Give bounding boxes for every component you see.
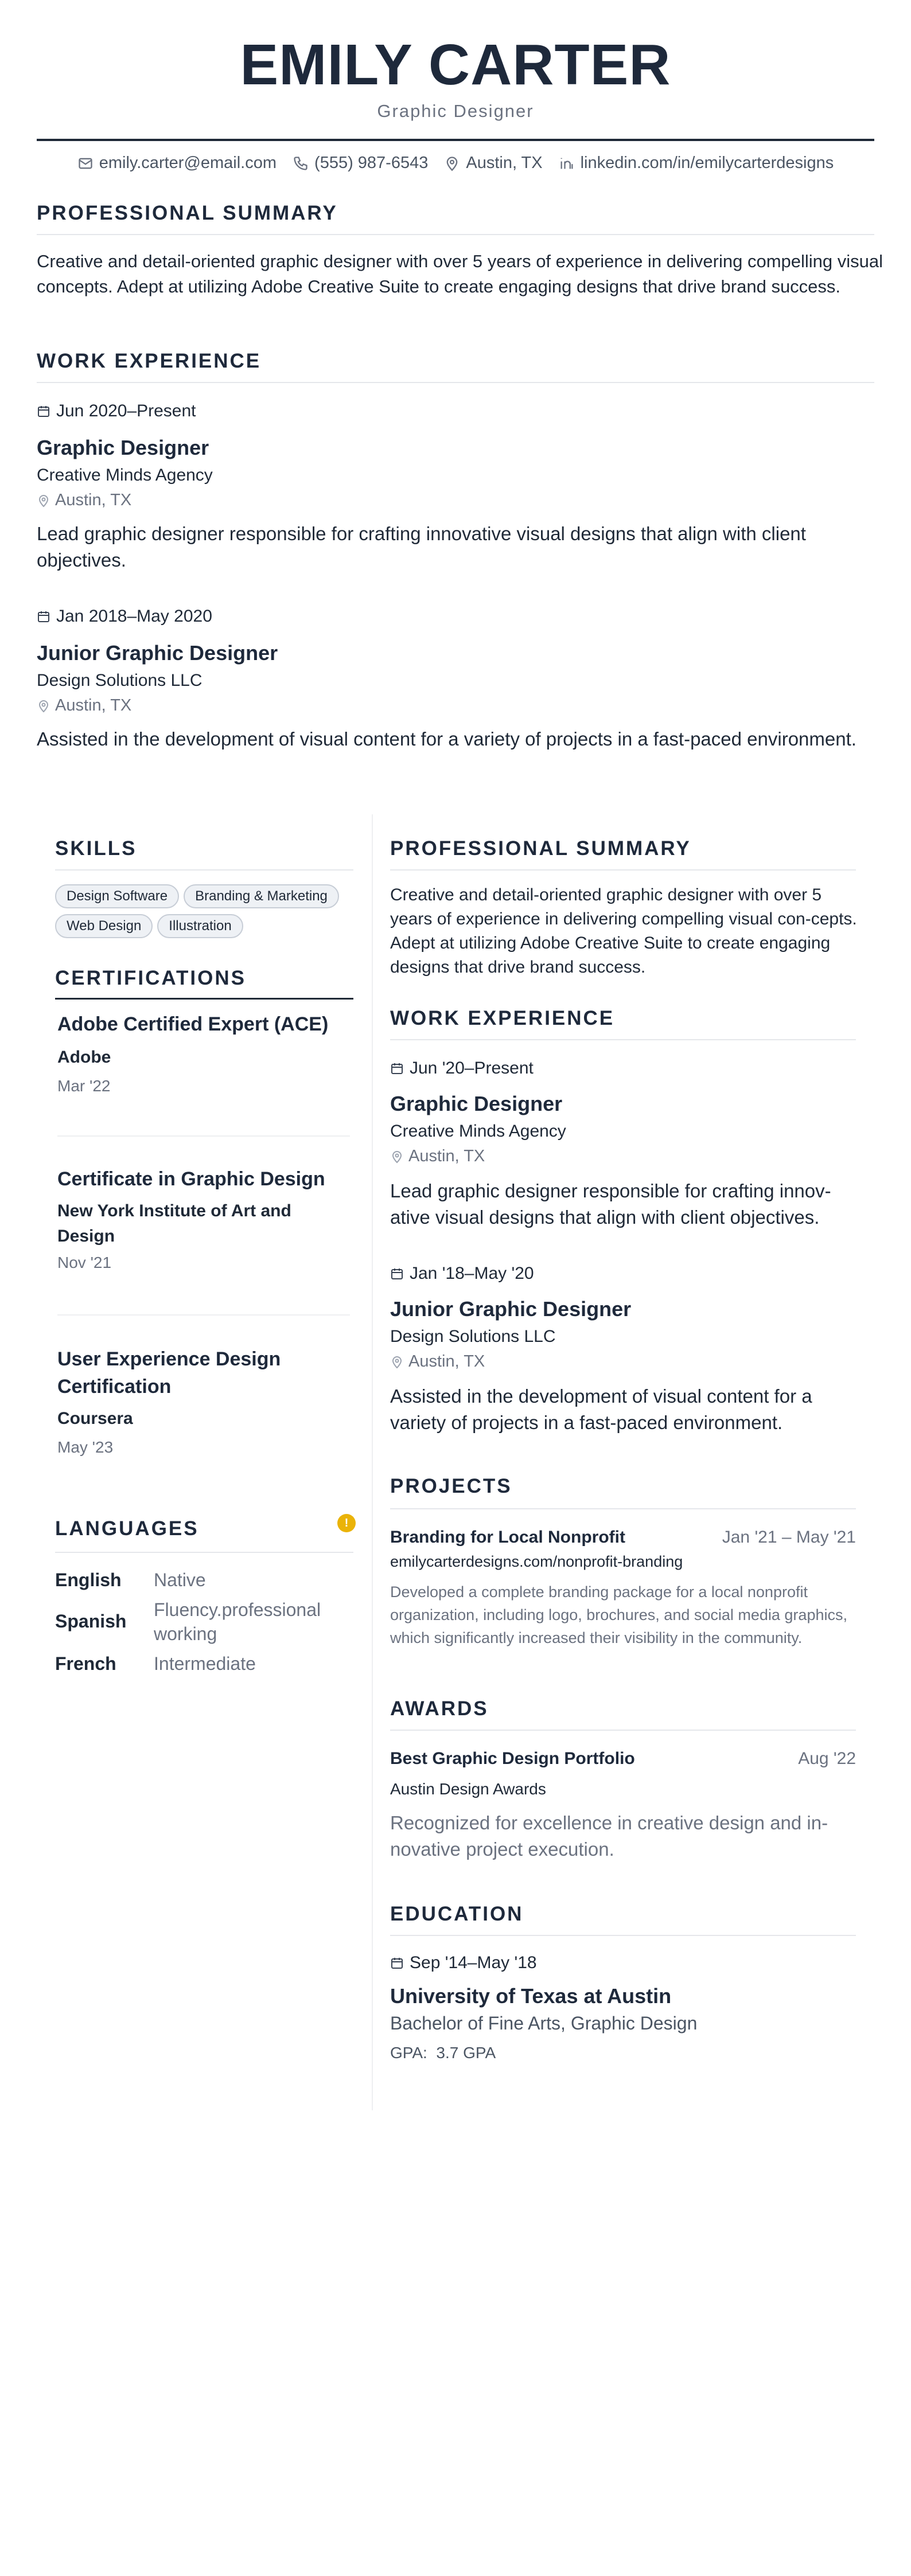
location-pin-icon bbox=[37, 699, 50, 713]
cert-title: Adobe Certified Expert (ACE) bbox=[57, 1013, 329, 1035]
calendar-icon bbox=[390, 1061, 404, 1075]
location-pin-icon bbox=[444, 155, 460, 171]
section-divider bbox=[390, 1730, 856, 1731]
skills-list bbox=[55, 884, 365, 944]
skill-pill: Illustration bbox=[157, 914, 243, 938]
calendar-icon bbox=[390, 1267, 404, 1281]
contact-location bbox=[444, 154, 542, 173]
award-title: Best Graphic Design Portfolio bbox=[390, 1749, 635, 1768]
column-divider bbox=[372, 814, 373, 2110]
summary-text: Creative and detail-oriented graphic designer with over 5 years of experience in delivering compelling visual con-cepts. Adept at utilizing Adobe Creative Suite to create engaging designs that drive brand success. bbox=[390, 885, 857, 977]
cert-item bbox=[57, 1010, 350, 1095]
cert-date: May '23 bbox=[57, 1438, 114, 1456]
languages-heading: LANGUAGES bbox=[55, 1517, 199, 1540]
location-pin-icon bbox=[37, 494, 50, 508]
job-description: Lead graphic designer responsible for crafting innovative visual designs that align with client objectives. bbox=[37, 523, 806, 571]
job-company: Creative Minds Agency bbox=[390, 1122, 566, 1141]
section-divider bbox=[55, 869, 353, 871]
language-level: Fluency.professional working bbox=[154, 1599, 321, 1644]
email-text: emily.carter@email.com bbox=[99, 154, 277, 172]
section-divider bbox=[37, 382, 874, 383]
award-description: Recognized for excellence in creative design and in-novative project execution. bbox=[390, 1812, 828, 1860]
education-heading: EDUCATION bbox=[390, 1903, 524, 1925]
language-row bbox=[55, 1568, 365, 1592]
cert-divider bbox=[57, 1314, 350, 1316]
skills-heading: SKILLS bbox=[55, 837, 137, 860]
skill-pill: Branding & Marketing bbox=[184, 884, 339, 908]
job-dates-text: Jun 2020–Present bbox=[56, 401, 196, 420]
job-location bbox=[37, 491, 131, 510]
education-degree: Bachelor of Fine Arts, Graphic Design bbox=[390, 2013, 698, 2034]
contact-bar bbox=[0, 154, 911, 173]
calendar-icon bbox=[37, 610, 50, 623]
job-title: Graphic Designer bbox=[390, 1092, 563, 1115]
cert-issuer: Adobe bbox=[57, 1048, 111, 1067]
calendar-icon bbox=[390, 1956, 404, 1970]
cert-title: User Experience Design Certification bbox=[57, 1348, 281, 1398]
location-text: Austin, TX bbox=[466, 154, 543, 172]
job-location bbox=[37, 696, 131, 715]
skill-pill: Design Software bbox=[55, 884, 179, 908]
project-description: Developed a complete branding package for a local nonprofit organization, including logo, brochures, and social media graphics, which significantly increased their visibility in the community. bbox=[390, 1583, 847, 1646]
linkedin-text: linkedin.com/in/emilycarterdesigns bbox=[580, 154, 834, 172]
job-description: Assisted in the development of visual content for a variety of projects in a fast-paced environment. bbox=[37, 728, 857, 750]
language-name: Spanish bbox=[55, 1611, 127, 1632]
job-dates bbox=[37, 607, 212, 626]
gpa-value: 3.7 GPA bbox=[436, 2044, 496, 2062]
project-dates: Jan '21 – May '21 bbox=[722, 1528, 856, 1547]
job-description: Lead graphic designer responsible for crafting innov-ative visual designs that align with client objectives. bbox=[390, 1180, 831, 1228]
education-dates bbox=[390, 1953, 537, 1973]
cert-date: Nov '21 bbox=[57, 1254, 112, 1271]
job-location bbox=[390, 1352, 485, 1371]
calendar-icon bbox=[37, 404, 50, 418]
language-row bbox=[55, 1652, 365, 1676]
cert-divider bbox=[57, 1135, 350, 1137]
section-divider bbox=[390, 1508, 856, 1509]
job-dates bbox=[390, 1264, 534, 1283]
job-location-text: Austin, TX bbox=[55, 491, 132, 509]
section-divider bbox=[37, 234, 874, 235]
section-divider bbox=[390, 1039, 856, 1040]
location-pin-icon bbox=[390, 1355, 404, 1369]
education-gpa bbox=[390, 2044, 496, 2062]
cert-issuer: Coursera bbox=[57, 1409, 133, 1428]
cert-date: Mar '22 bbox=[57, 1077, 111, 1095]
job-company: Design Solutions LLC bbox=[37, 671, 203, 690]
job-title: Junior Graphic Designer bbox=[37, 641, 278, 665]
language-level: Intermediate bbox=[154, 1653, 256, 1674]
skill-pill: Web Design bbox=[55, 914, 153, 938]
language-level: Native bbox=[154, 1570, 206, 1590]
job-dates-text: Jun '20–Present bbox=[410, 1059, 534, 1078]
projects-heading: PROJECTS bbox=[390, 1475, 512, 1497]
language-row bbox=[55, 1598, 365, 1646]
job-dates-text: Jan 2018–May 2020 bbox=[56, 607, 212, 626]
job-location-text: Austin, TX bbox=[408, 1352, 485, 1371]
education-dates-text: Sep '14–May '18 bbox=[410, 1953, 537, 1972]
award-date: Aug '22 bbox=[798, 1749, 856, 1768]
job-location-text: Austin, TX bbox=[55, 696, 132, 715]
award-issuer: Austin Design Awards bbox=[390, 1780, 546, 1798]
job-dates bbox=[37, 401, 196, 421]
section-divider bbox=[55, 1552, 353, 1553]
job-dates bbox=[390, 1059, 534, 1078]
summary-text: Creative and detail-oriented graphic designer with over 5 years of experience in delivering compelling visual concepts. Adept at utilizing Adobe Creative Suite to create engaging designs that drive brand success. bbox=[37, 251, 883, 296]
awards-heading: AWARDS bbox=[390, 1697, 489, 1720]
phone-text: (555) 987-6543 bbox=[314, 154, 429, 172]
job-title: Graphic Designer bbox=[37, 436, 209, 459]
contact-linkedin[interactable] bbox=[559, 154, 834, 173]
section-divider bbox=[390, 869, 856, 871]
project-title: Branding for Local Nonprofit bbox=[390, 1528, 625, 1547]
candidate-name: EMILY CARTER bbox=[240, 33, 671, 97]
work-heading: WORK EXPERIENCE bbox=[37, 350, 262, 372]
cert-item bbox=[57, 1345, 350, 1457]
phone-icon bbox=[293, 155, 309, 171]
section-divider bbox=[390, 1935, 856, 1936]
linkedin-icon bbox=[559, 155, 575, 171]
candidate-title: Graphic Designer bbox=[377, 101, 534, 121]
job-company: Design Solutions LLC bbox=[390, 1327, 556, 1346]
job-title: Junior Graphic Designer bbox=[390, 1297, 632, 1321]
languages-list bbox=[55, 1568, 365, 1676]
education-school: University of Texas at Austin bbox=[390, 1984, 672, 2008]
summary-heading: PROFESSIONAL SUMMARY bbox=[37, 202, 338, 224]
summary-heading: PROFESSIONAL SUMMARY bbox=[390, 837, 691, 860]
job-company: Creative Minds Agency bbox=[37, 466, 213, 485]
mail-icon bbox=[77, 155, 94, 171]
location-pin-icon bbox=[390, 1150, 404, 1164]
cert-item bbox=[57, 1165, 350, 1272]
certifications-heading: CERTIFICATIONS bbox=[55, 967, 247, 989]
section-divider bbox=[55, 998, 353, 1000]
job-dates-text: Jan '18–May '20 bbox=[410, 1264, 534, 1283]
warning-badge-icon[interactable]: ! bbox=[337, 1514, 356, 1532]
contact-email[interactable] bbox=[77, 154, 277, 173]
project-link[interactable]: emilycarterdesigns.com/nonprofit-branding bbox=[390, 1553, 683, 1570]
language-name: French bbox=[55, 1653, 116, 1674]
gpa-label: GPA: bbox=[390, 2044, 427, 2062]
contact-phone[interactable] bbox=[293, 154, 428, 173]
job-location bbox=[390, 1147, 485, 1166]
language-name: English bbox=[55, 1570, 122, 1590]
job-location-text: Austin, TX bbox=[408, 1147, 485, 1165]
header-divider bbox=[37, 139, 874, 141]
work-heading: WORK EXPERIENCE bbox=[390, 1007, 615, 1029]
cert-title: Certificate in Graphic Design bbox=[57, 1168, 325, 1190]
job-description: Assisted in the development of visual content for a variety of projects in a fast-paced environment. bbox=[390, 1385, 812, 1433]
cert-issuer: New York Institute of Art and Design bbox=[57, 1201, 291, 1246]
